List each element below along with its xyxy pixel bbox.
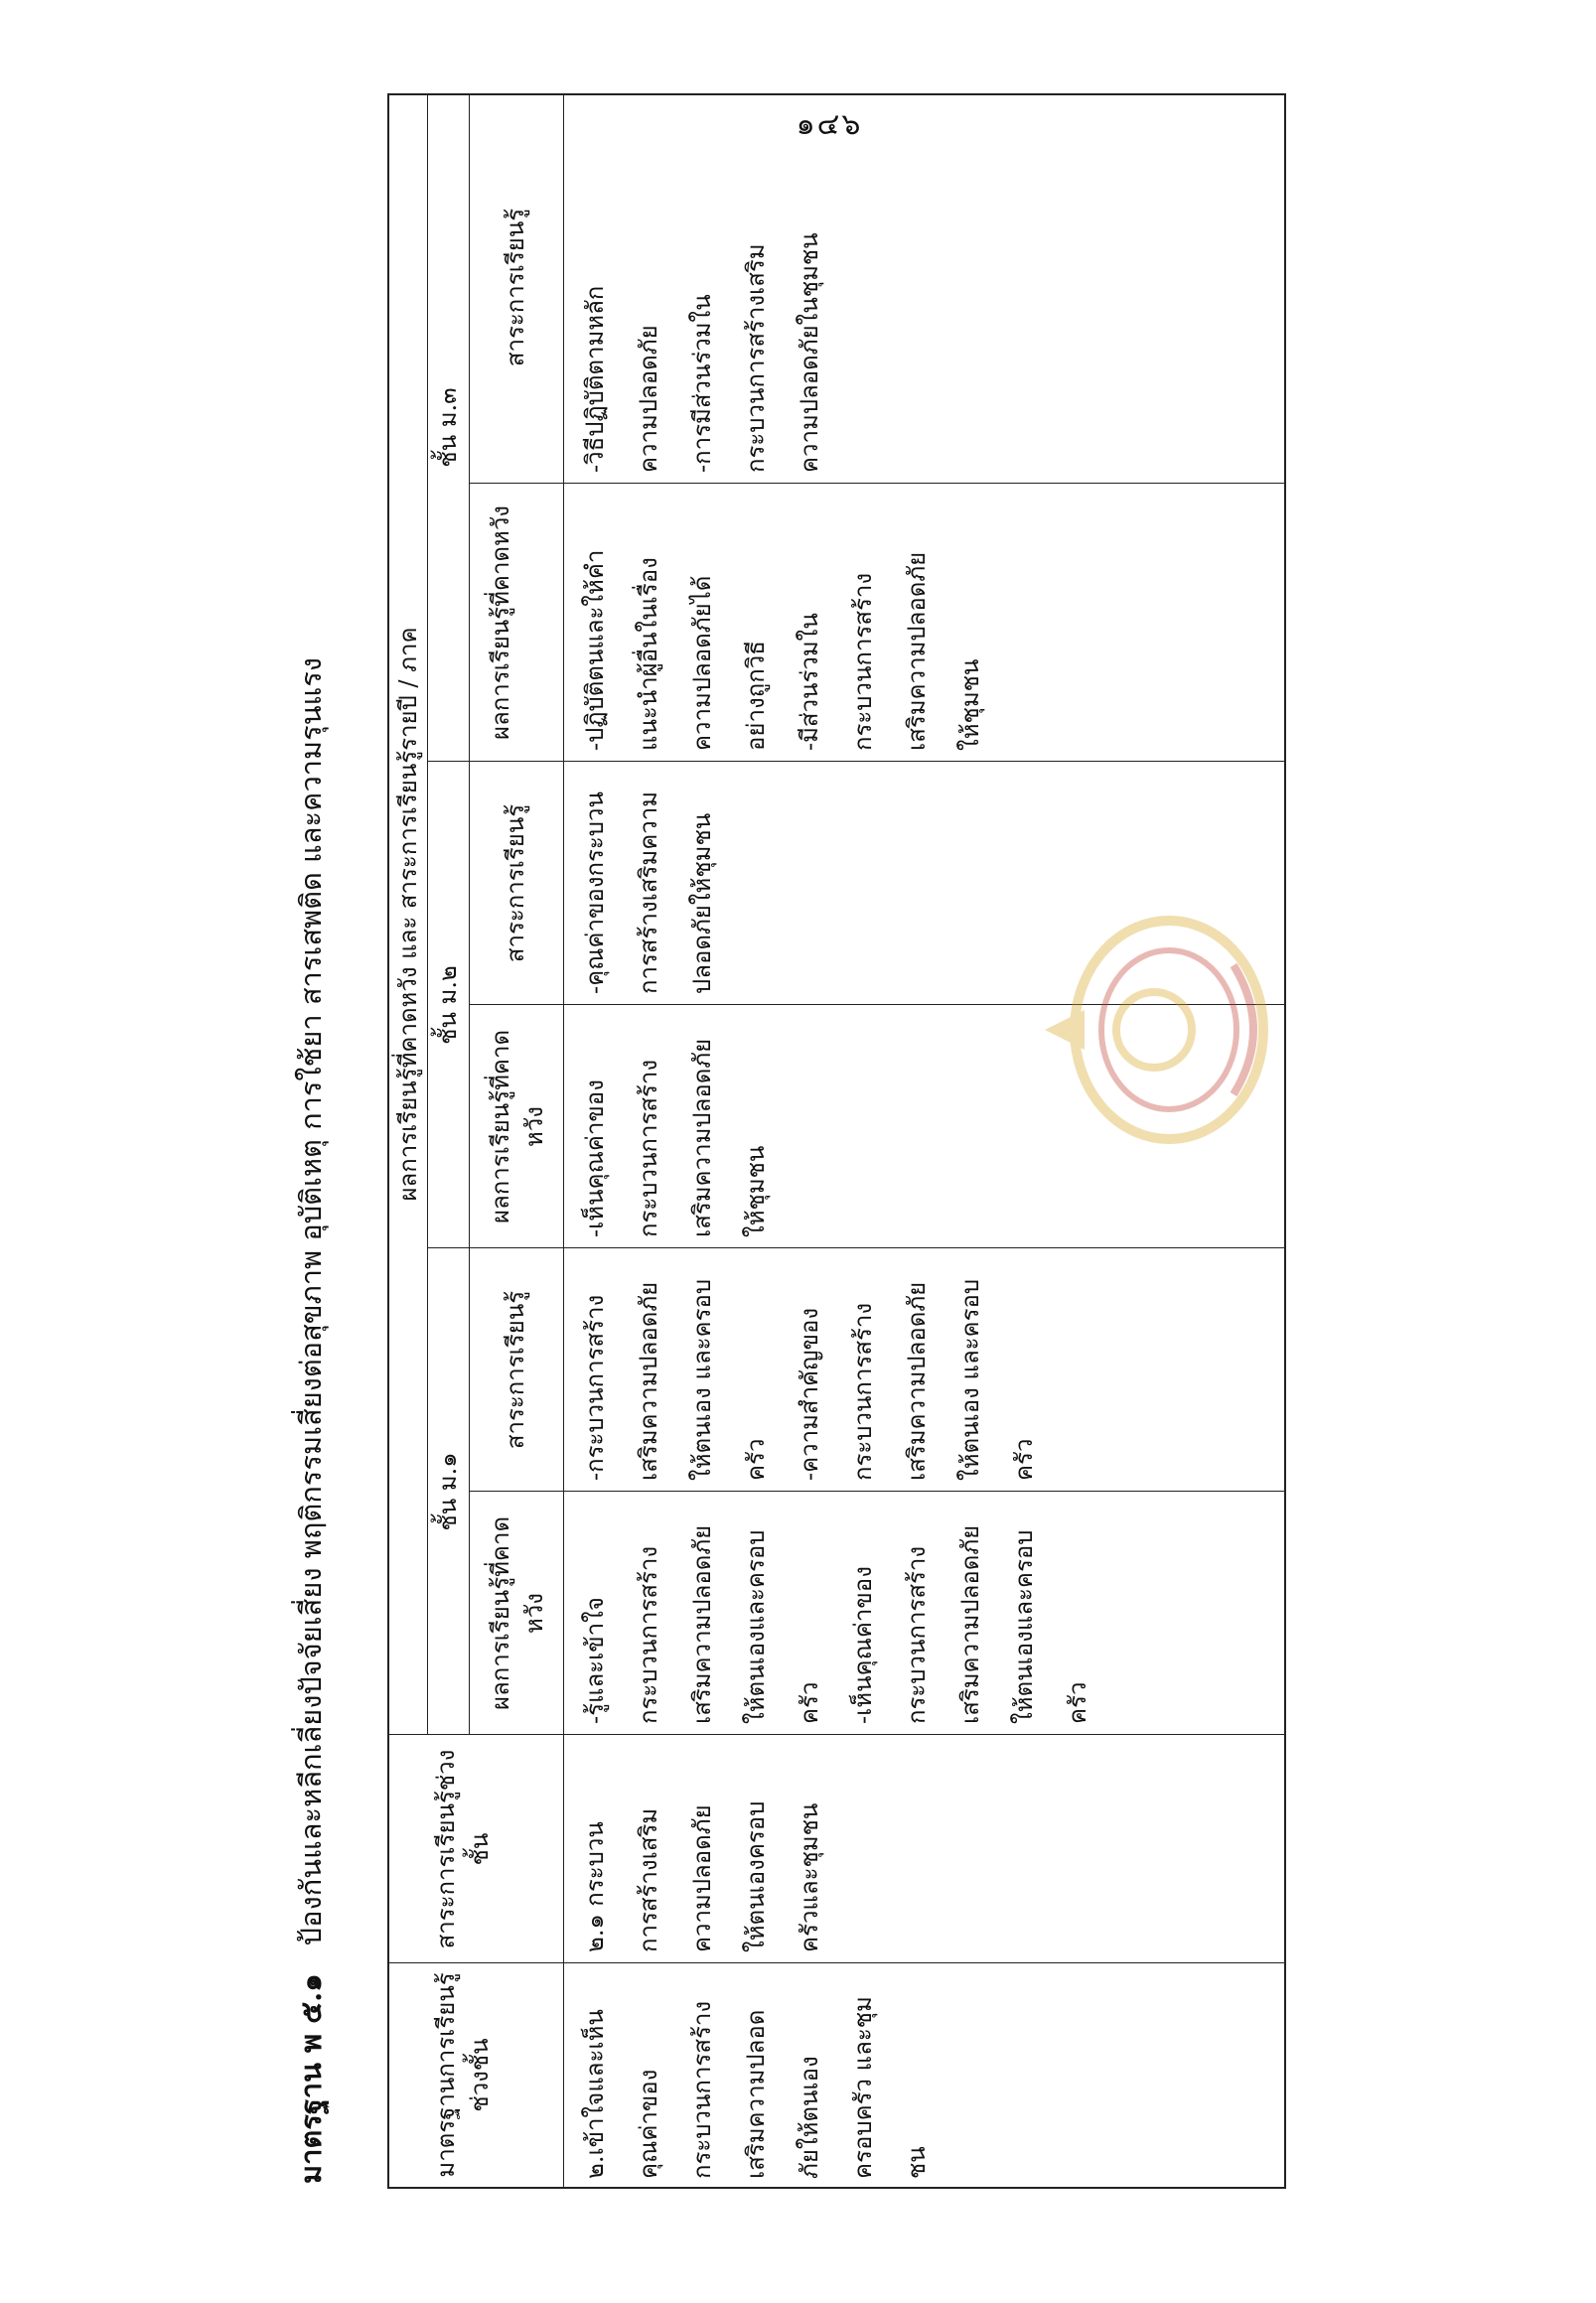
- cell-m1-content: -กระบวนการสร้าง เสริมความปลอดภัย ให้ตนเอง และครอบ ครัว -ความสำคัญของ กระบวนการสร้าง เสริมความปลอดภัย ให้ตนเอง และครอบ ครัว: [581, 1278, 1038, 1481]
- cell-content-range: ๒.๑ กระบวน การสร้างเสริม ความปลอดภัย ให้ตนเองครอบ ครัวและชุมชน: [581, 1800, 823, 1952]
- header-m3: ชั้น ม.๓: [434, 387, 462, 468]
- cell-standard: ๒.เข้าใจและเห็น คุณค่าของ กระบวนการสร้าง เสริมความปลอด ภัยให้ตนเอง ครอบครัว และชุม ชน: [581, 1996, 931, 2179]
- row-divider: [563, 93, 564, 2187]
- cell-m2-content: -คุณค่าของกระบวน การสร้างเสริมความ ปลอดภัยให้ชุมชน: [581, 791, 716, 994]
- standard-description: ป้องกันและหลีกเลี่ยงปัจจัยเสี่ยง พฤติกรรมเสี่ยงต่อสุขภาพ อุบัติเหตุ การใช้ยา สารเสพติด และความรุนแรง: [294, 657, 328, 1946]
- header-annual: ผลการเรียนรู้ที่คาดหวัง และ สาระการเรียนรู้รายปี / ภาค: [394, 627, 422, 1202]
- header-m2-outcome: ผลการเรียนรู้ที่คาดหวัง: [487, 1029, 548, 1224]
- page-number: ๑๔๖: [796, 107, 863, 142]
- cell-m2-outcome: -เห็นคุณค่าของ กระบวนการสร้าง เสริมความปลอดภัย ให้ชุมชน: [581, 1038, 770, 1237]
- header-m3-outcome: ผลการเรียนรู้ที่คาดหวัง: [487, 504, 514, 741]
- header-content-range: สาระการเรียนรู้ช่วงชั้น: [432, 1749, 494, 1949]
- curriculum-table: [387, 93, 1286, 2189]
- row-divider: [427, 93, 428, 1735]
- header-m1: ชั้น ม.๑: [434, 1452, 462, 1531]
- header-m2: ชั้น ม.๒: [434, 965, 462, 1045]
- standard-code: มาตรฐาน พ ๕.๑: [294, 1973, 328, 2184]
- row-divider: [469, 93, 470, 1735]
- cell-m3-content: -วิธีปฏิบัติตามหลัก ความปลอดภัย -การมีส่วนร่วมใน กระบวนการสร้างเสริม ความปลอดภัยในชุมชน: [581, 232, 823, 473]
- header-m3-content: สาระการเรียนรู้: [502, 208, 529, 367]
- header-m1-outcome: ผลการเรียนรู้ที่คาดหวัง: [487, 1515, 548, 1711]
- header-standard: มาตรฐานการเรียนรู้ช่วงชั้น: [432, 1972, 494, 2178]
- cell-m3-outcome: -ปฏิบัติตนและให้คำ แนะนำผู้อื่นในเรื่อง ความปลอดภัยได้ อย่างถูกวิธี -มีส่วนร่วมใน กระบวนการสร้าง เสริมความปลอดภัย ให้ชุมชน: [581, 549, 984, 751]
- col-divider: [389, 1734, 1286, 1735]
- col-divider: [427, 761, 1286, 762]
- watermark-seal-icon: [1035, 906, 1273, 1154]
- header-m2-content: สาระการเรียนรู้: [502, 803, 529, 963]
- header-m1-content: สาระการเรียนรู้: [502, 1290, 529, 1450]
- cell-m1-outcome: -รู้และเข้าใจ กระบวนการสร้าง เสริมความปลอดภัย ให้ตนเองและครอบ ครัว -เห็นคุณค่าของ กระบวนการสร้าง เสริมความปลอดภัย ให้ตนเองและครอบ ครัว: [581, 1524, 1091, 1724]
- standard-title: [288, 198, 334, 2184]
